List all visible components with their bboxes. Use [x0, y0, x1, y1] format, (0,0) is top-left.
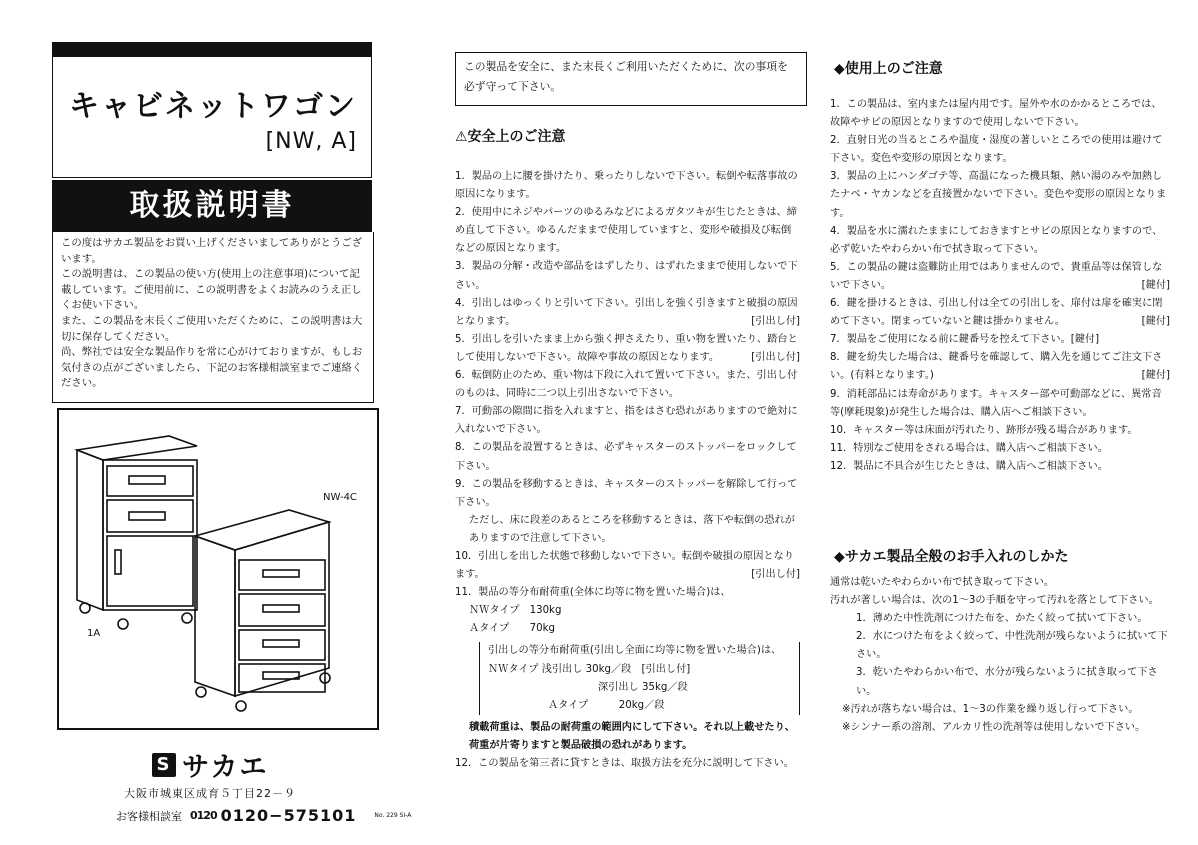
care-step: 2．水につけた布をよく絞って、中性洗剤が残らないように拭いて下さい。	[856, 631, 1168, 661]
care-intro: 汚れが著しい場合は、次の1〜3の手順を守って汚れを落として下さい。	[830, 595, 1159, 607]
list-item: 10．引出しを出した状態で移動しないで下さい。転倒や破損の原因となります。 [引出し付]	[455, 550, 800, 581]
drawer-load-box	[479, 642, 800, 714]
care-note: ※汚れが落ちない場合は、1〜3の作業を繰り返し行って下さい。	[842, 703, 1139, 715]
company-address: 大阪市城東区成育５丁目22－９	[124, 787, 296, 800]
list-item: 12．この製品を第三者に貸すときは、取扱方法を充分に説明して下さい。	[455, 758, 794, 769]
usage-heading: ◆使用上のご注意	[834, 61, 943, 77]
care-note: ※シンナー系の溶剤、アルカリ性の洗剤等は使用しないで下さい。	[842, 721, 1146, 733]
drawer-load-line: 引出しの等分布耐荷重(引出し全面に均等に物を置いた場合)は、ＮＷタイプ 浅引出し 30kg／段 [引出し付]	[488, 645, 782, 675]
product-title: キャビネットワゴン	[69, 89, 357, 124]
manual-heading: 取扱説明書	[52, 180, 372, 232]
phone-number: 0120−575101	[220, 806, 357, 825]
top-black-bar	[52, 42, 372, 56]
list-item: 6．転倒防止のため、重い物は下段に入れて置いて下さい。また、引出し付のものは、同時に二つ以上引出さないで下さい。	[455, 370, 798, 400]
list-item: 3．製品の上にハンダゴテ等、高温になった機具類、熱い湯のみや加熱したナベ・ヤカンなどを直接置かないで下さい。変色や変形の原因となります。	[830, 171, 1167, 219]
list-item: 5．この製品の鍵は盗難防止用ではありませんので、貴重品等は保管しないで下さい。 [鍵付]	[830, 261, 1170, 291]
label-type-a: 1A	[87, 628, 101, 639]
drawer-load-line: Ａタイプ 20kg／段	[548, 699, 665, 711]
usage-list	[830, 96, 1170, 476]
list-item: 7．製品をご使用になる前に鍵番号を控えて下さい。[鍵付]	[830, 334, 1100, 346]
list-item: 10．キャスター等は床面が汚れたり、跡形が残る場合があります。	[830, 424, 1138, 436]
list-item: 11．製品の等分布耐荷重(全体に均等に物を置いた場合)は、	[455, 587, 731, 599]
care-heading: ◆サカエ製品全般のお手入れのしかた	[834, 549, 1069, 565]
list-item: 12．製品に不具合が生じたときは、購入店へご相談下さい。	[830, 460, 1108, 472]
list-item: 4．引出しはゆっくりと引いて下さい。引出しを強く引きますと破損の原因となります。 [引出し付]	[455, 297, 800, 327]
list-item: 6．鍵を掛けるときは、引出し付は全ての引出しを、扉付は扉を確実に閉めて下さい。閉まっていないと鍵は掛かりません。 [鍵付]	[830, 298, 1170, 328]
hotline-label: お客様相談室	[116, 809, 182, 823]
care-step: 1．薄めた中性洗剤につけた布を、かたく絞って拭いて下さい。	[856, 613, 1148, 625]
intro-paragraph: また、この製品を末長くご使用いただくために、この説明書は大切に保存してください。	[61, 314, 363, 343]
load-nw: ＮＷタイプ 130kg	[469, 605, 562, 617]
list-item: 4．製品を水に濡れたままにしておきますとサビの原因となりますので、必ず乾いたやわらかい布で拭き取って下さい。	[830, 225, 1163, 255]
title-box	[52, 56, 372, 178]
list-item: 3．製品の分解・改造や部品をはずしたり、はずれたままで使用しないで下さい。	[455, 261, 798, 291]
list-item: 5．引出しを引いたまま上から強く押さえたり、重い物を置いたり、踏台として使用しないで下さい。故障や事故の原因となります。 [引出し付]	[455, 333, 800, 363]
care-intro: 通常は乾いたやわらかい布で拭き取って下さい。	[830, 577, 1055, 588]
intro-paragraph: 尚、弊社では安全な製品作りを常に心がけておりますが、もしお気付きの点がございましたら、下記のお客様相談室までご連絡ください。	[61, 346, 363, 390]
intro-paragraph: この説明書は、この製品の使い方(使用上の注意事項)について記載しています。ご使用前に、この説明書をよくお読みのうえ正しくお使い下さい。	[61, 268, 362, 312]
list-item: 8．鍵を紛失した場合は、鍵番号を確認して、購入先を通じてご注文下さい。(有料となります。) [鍵付]	[830, 352, 1170, 382]
intro-paragraph: この度はサカエ製品をお買い上げくださいましてありがとうございます。	[61, 237, 363, 265]
list-item: 1．製品の上に腰を掛けたり、乗ったりしないで下さい。転倒や転落事故の原因になります。	[455, 171, 798, 201]
model-code: [NW, A]	[265, 129, 357, 154]
label-type-nw: NW-4C	[323, 492, 357, 503]
cabinet-drawing	[59, 410, 377, 728]
list-item: ただし、床に段差のあるところを移動するときは、落下や転倒の恐れがありますので注意して下さい。	[469, 514, 795, 544]
list-item: 9．この製品を移動するときは、キャスターのストッパーを解除して行って下さい。	[455, 478, 798, 508]
list-item: 2．使用中にネジやパーツのゆるみなどによるガタツキが生じたときは、締め直して下さい。ゆるんだままで使用していますと、変形や破損及び転倒などの原因となります。	[455, 207, 797, 255]
care-list	[830, 574, 1170, 737]
company-logo	[152, 745, 268, 784]
product-illustration	[57, 408, 379, 730]
list-item: 8．この製品を設置するときは、必ずキャスターのストッパーをロックして下さい。	[455, 442, 797, 472]
company-name: サカエ	[182, 752, 269, 783]
free-dial-icon: 0120	[190, 809, 217, 822]
load-a: Ａタイプ 70kg	[469, 623, 555, 635]
list-item: 1．この製品は、室内または屋内用です。屋外や水のかかるところでは、故障やサビの原因となりますので使用しないで下さい。	[830, 99, 1162, 129]
notice-box: この製品を安全に、また末長くご利用いただくために、次の事項を必ず守って下さい。	[455, 52, 807, 106]
list-item: 7．可動部の隙間に指を入れますと、指をはさむ恐れがありますので絶対に入れないで下さい。	[455, 406, 798, 436]
intro-text	[52, 232, 374, 403]
care-step: 3．乾いたやわらかい布で、水分が残らないように拭き取って下さい。	[856, 667, 1158, 697]
safety-heading: ⚠安全上のご注意	[455, 129, 566, 145]
list-item: 11．特別なご使用をされる場合は、購入店へご相談下さい。	[830, 442, 1108, 454]
safety-list	[455, 168, 800, 773]
hotline	[116, 806, 411, 825]
list-item: 2．直射日光の当るところや温度・湿度の著しいところでの使用は避けて下さい。変色や変形の原因となります。	[830, 135, 1163, 165]
list-item: 9．消耗部品には寿命があります。キャスター部や可動部などに、異常音等(摩耗現象)が発生した場合は、購入店へご相談下さい。	[830, 388, 1162, 418]
drawer-load-line: 深引出し 35kg／段	[598, 681, 688, 693]
document-number: No. 229 SI-A	[374, 812, 412, 819]
load-warning: 積載荷重は、製品の耐荷重の範囲内にして下さい。それ以上載せたり、荷重が片寄りますと製品破損の恐れがあります。	[469, 721, 795, 751]
sakae-logo-icon: S	[152, 753, 176, 777]
